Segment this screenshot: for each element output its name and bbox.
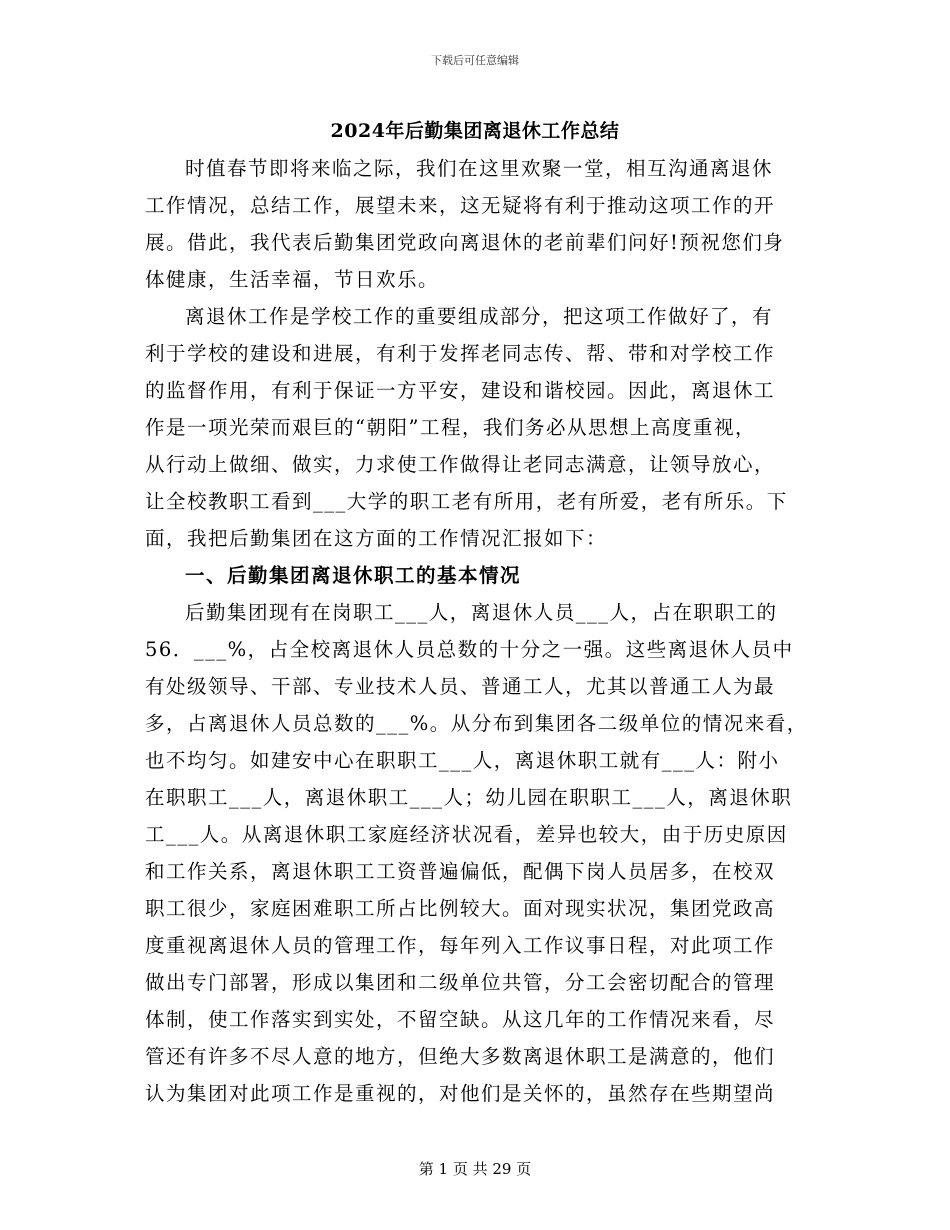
body-text-line: 利于学校的建设和进展，有利于发挥老同志传、帮、带和对学校工作 <box>145 342 776 365</box>
body-text-line: 在职职工___人，离退休职工___人；幼儿园在职职工___人，离退休职 <box>145 786 793 809</box>
body-text-line: 的监督作用，有利于保证一方平安，建设和谐校园。因此，离退休工 <box>145 379 776 402</box>
body-text-line: 和工作关系，离退休职工工资普遍偏低，配偶下岗人员居多，在校双 <box>145 860 776 883</box>
body-text-line: 体制，使工作落实到实处，不留空缺。从这几年的工作情况来看，尽 <box>145 1008 776 1031</box>
body-text-line: 让全校教职工看到___大学的职工老有所用，老有所爱，老有所乐。下 <box>145 490 788 513</box>
body-text-line: 工作情况，总结工作，展望未来，这无疑将有利于推动这项工作的开 <box>145 194 776 217</box>
page-footer: 第 1 页 共 29 页 <box>418 1160 532 1178</box>
body-text-line: 认为集团对此项工作是重视的，对他们是关怀的，虽然存在些期望尚 <box>145 1082 776 1105</box>
body-text-line: 后勤集团现有在岗职工___人，离退休人员___人，占在职职工的 <box>185 601 778 624</box>
body-text-line: 展。借此，我代表后勤集团党政向离退休的老前辈们问好!预祝您们身 <box>145 231 785 254</box>
document-body <box>145 150 815 1112</box>
body-text-line: 工___人。从离退休职工家庭经济状况看，差异也较大，由于历史原因 <box>145 823 788 846</box>
body-text-line: 56．___%，占全校离退休人员总数的十分之一强。这些离退休人员中 <box>145 638 794 661</box>
document-title: 2024年后勤集团离退休工作总结 <box>330 120 620 142</box>
body-text-line: 体健康，生活幸福，节日欢乐。 <box>145 268 440 291</box>
body-text-line: 作是一项光荣而艰巨的“朝阳”工程，我们务必从思想上高度重视， <box>145 416 756 439</box>
section-heading: 一、后勤集团离退休职工的基本情况 <box>185 564 522 587</box>
body-text-line: 也不均匀。如建安中心在职职工___人，离退休职工就有___人：附小 <box>145 749 780 772</box>
body-text-line: 面，我把后勤集团在这方面的工作情况汇报如下： <box>145 527 608 550</box>
body-text-line: 从行动上做细、做实，力求使工作做得让老同志满意，让领导放心， <box>145 453 776 476</box>
page-header-note: 下载后可任意编辑 <box>431 54 519 67</box>
body-text-line: 职工很少，家庭困难职工所占比例较大。面对现实状况，集团党政高 <box>145 897 776 920</box>
body-text-line: 管还有许多不尽人意的地方，但绝大多数离退休职工是满意的，他们 <box>145 1045 776 1068</box>
body-text-line: 有处级领导、干部、专业技术人员、普通工人，尤其以普通工人为最 <box>145 675 776 698</box>
body-text-line: 多，占离退休人员总数的___%。从分布到集团各二级单位的情况来看， <box>145 712 808 735</box>
body-text-line: 做出专门部署，形成以集团和二级单位共管，分工会密切配合的管理 <box>145 971 776 994</box>
body-text-line: 离退休工作是学校工作的重要组成部分，把这项工作做好了，有 <box>185 305 774 328</box>
body-text-line: 度重视离退休人员的管理工作，每年列入工作议事日程，对此项工作 <box>145 934 776 957</box>
body-text-line: 时值春节即将来临之际，我们在这里欢聚一堂，相互沟通离退休 <box>185 157 774 180</box>
